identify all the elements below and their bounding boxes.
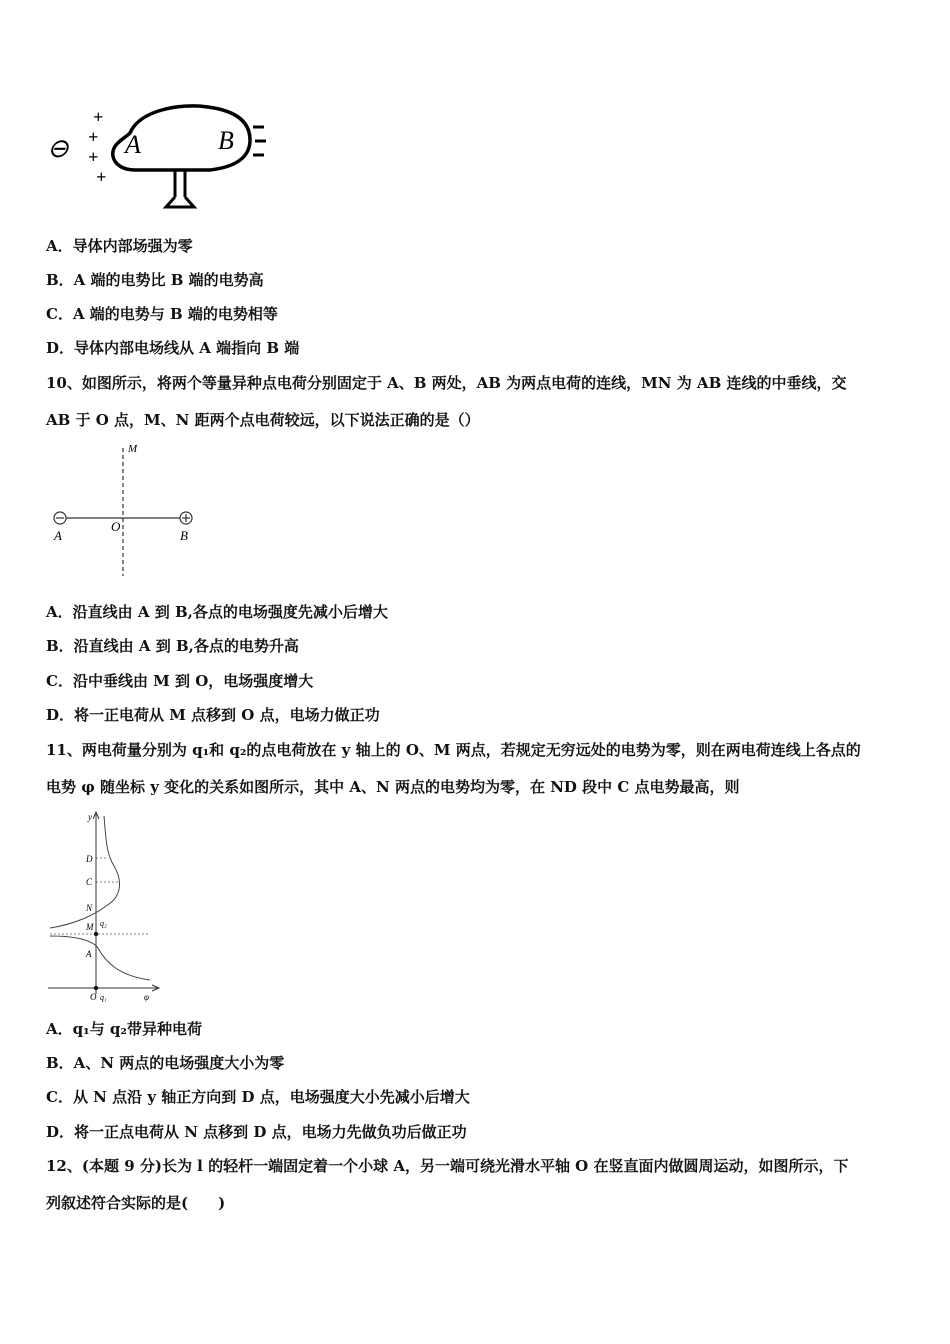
label-m: M bbox=[128, 443, 138, 455]
label-q2: q₂ bbox=[100, 919, 107, 928]
q10-stem-line2: AB 于 O 点，M、N 距两个点电荷较远，以下说法正确的是（） bbox=[46, 411, 480, 429]
q10-option-c: C．沿中垂线由 M 到 O，电场强度增大 bbox=[46, 672, 314, 690]
label-c: C bbox=[86, 877, 93, 887]
label-d: D bbox=[86, 854, 93, 864]
q11-stem-line2: 电势 φ 随坐标 y 变化的关系如图所示，其中 A、N 两点的电势均为零，在 ND 段中 C 点电势最高，则 bbox=[46, 778, 740, 796]
q11-stem-line1: 11、两电荷量分别为 q₁和 q₂的点电荷放在 y 轴上的 O、M 两点，若规定无穷远处的电势为零，则在两电荷连线上各点的 bbox=[46, 741, 861, 759]
q11-option-a: A．q₁与 q₂带异种电荷 bbox=[46, 1020, 202, 1038]
q10-option-b: B．沿直线由 A 到 B,各点的电势升高 bbox=[46, 637, 299, 655]
svg-text:+: + bbox=[96, 167, 107, 187]
q12-stem-line1: 12、(本题 9 分)长为 l 的轻杆一端固定着一个小球 A，另一端可绕光滑水平轴 O 在竖直面内做圆周运动，如图所示，下 bbox=[46, 1157, 849, 1175]
label-o: O bbox=[90, 992, 97, 1002]
svg-text:+: + bbox=[88, 147, 99, 167]
charges-figure bbox=[45, 440, 205, 580]
label-q1: q₁ bbox=[100, 993, 107, 1002]
q9-option-c: C．A 端的电势与 B 端的电势相等 bbox=[46, 305, 278, 323]
label-b: B bbox=[218, 126, 234, 155]
q11-option-b: B．A、N 两点的电场强度大小为零 bbox=[46, 1054, 285, 1072]
label-n: N bbox=[86, 903, 93, 913]
axis-y-label: y bbox=[88, 812, 92, 822]
label-a: A bbox=[54, 528, 62, 543]
q9-option-d: D．导体内部电场线从 A 端指向 B 端 bbox=[46, 339, 300, 357]
q11-option-d: D．将一正点电荷从 N 点移到 D 点，电场力先做负功后做正功 bbox=[46, 1123, 467, 1141]
q10-option-a: A．沿直线由 A 到 B,各点的电场强度先减小后增大 bbox=[46, 603, 388, 621]
q9-option-a: A．导体内部场强为零 bbox=[46, 237, 193, 255]
q10-stem-line1: 10、如图所示，将两个等量异种点电荷分别固定于 A、B 两处，AB 为两点电荷的连线，MN 为 AB 连线的中垂线，交 bbox=[46, 374, 847, 392]
conductor-figure bbox=[40, 95, 280, 215]
svg-text:+: + bbox=[93, 107, 104, 127]
label-m: M bbox=[86, 922, 94, 932]
q9-option-b: B．A 端的电势比 B 端的电势高 bbox=[46, 271, 264, 289]
label-o: O bbox=[111, 519, 121, 534]
q12-stem-line2: 列叙述符合实际的是( ) bbox=[46, 1194, 226, 1212]
axis-phi-label: φ bbox=[144, 992, 149, 1002]
negative-charge-icon: ⊖ bbox=[47, 134, 69, 163]
label-b: B bbox=[180, 528, 188, 543]
label-a: A bbox=[86, 949, 92, 959]
q11-option-c: C．从 N 点沿 y 轴正方向到 D 点，电场强度大小先减小后增大 bbox=[46, 1088, 470, 1106]
label-a: A bbox=[125, 130, 141, 159]
svg-text:+: + bbox=[88, 127, 99, 147]
q10-option-d: D．将一正电荷从 M 点移到 O 点，电场力做正功 bbox=[46, 706, 380, 724]
potential-graph bbox=[40, 808, 170, 1008]
